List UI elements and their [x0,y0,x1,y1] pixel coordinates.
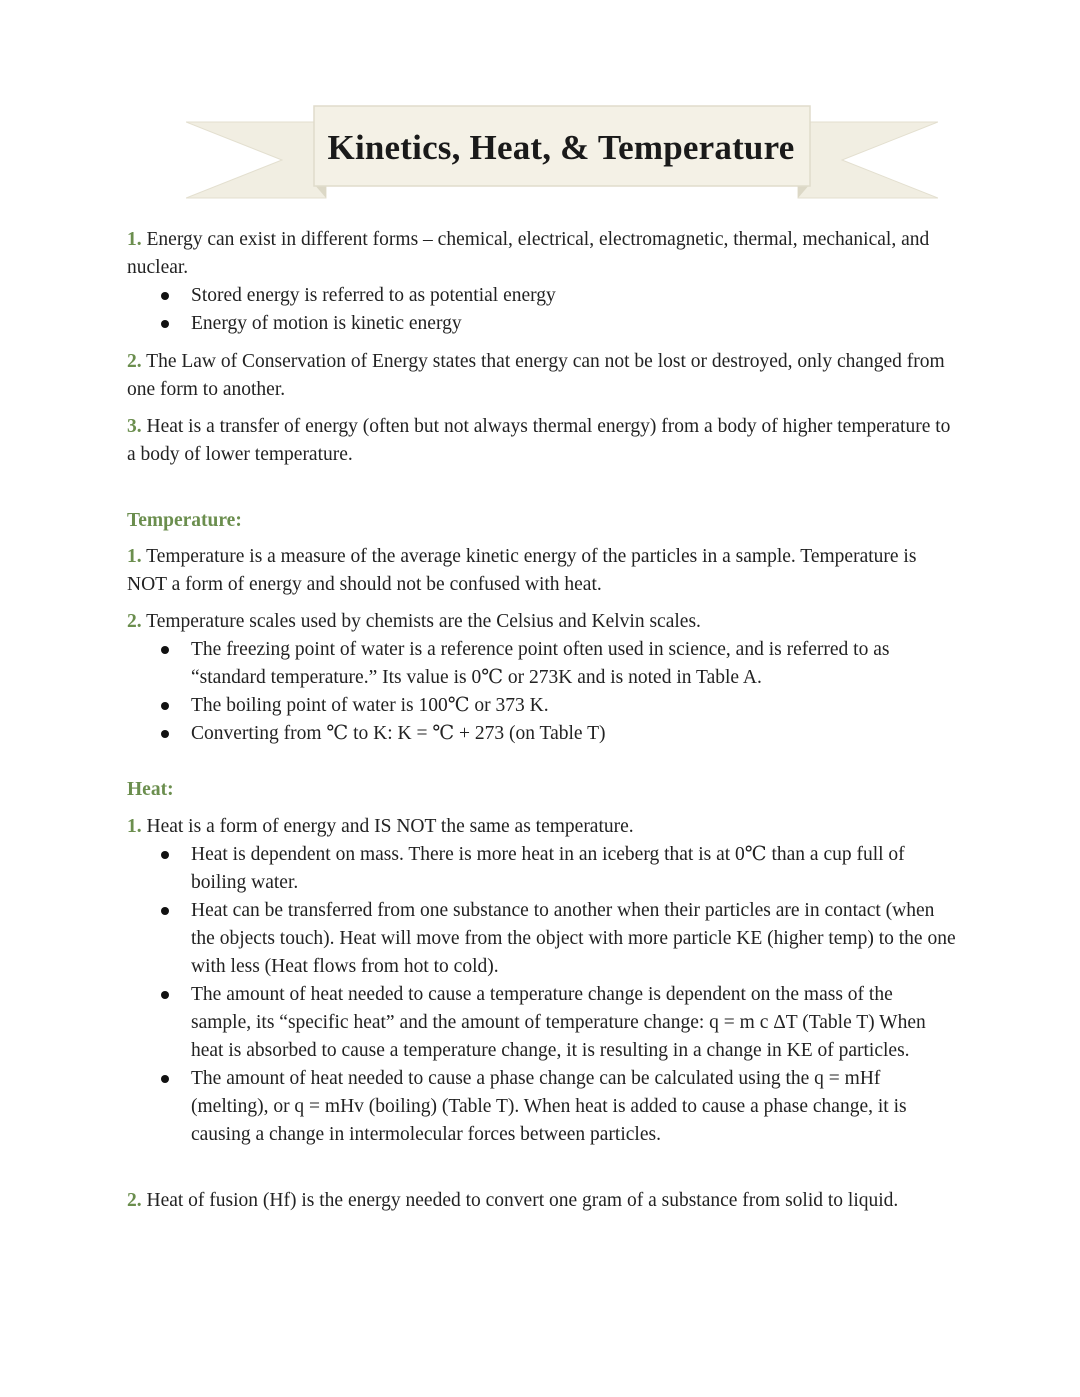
paragraph-number: 2. [127,611,142,632]
paragraph-text: Temperature scales used by chemists are the Celsius and Kelvin scales. [146,611,701,632]
paragraph-number: 1. [127,816,142,837]
paragraph-text: The Law of Conservation of Energy states that energy can not be lost or destroyed, only changed from one form to another. [127,351,945,400]
intro-bullet-list [127,282,957,338]
paragraph-text: Energy can exist in different forms – chemical, electrical, electromagnetic, thermal, mechanical, and nuclear. [127,229,930,278]
list-item: The amount of heat needed to cause a phase change can be calculated using the q = mHf (melting), or q = mHv (boiling) (Table T). When heat is added to cause a phase change, it is causing a change in intermolecular forces between particles. [127,1065,957,1149]
list-item: Stored energy is referred to as potential energy [127,282,957,310]
paragraph-number: 3. [127,416,142,437]
section-heading-heat: Heat: [127,779,174,800]
heat-bullet-list [127,841,957,1149]
bullet-icon [161,320,169,328]
bullet-icon [161,991,169,999]
intro-paragraph-2 [127,348,957,404]
list-item: The amount of heat needed to cause a temperature change is dependent on the mass of the sample, its “specific heat” and the amount of temperature change: q = m c ΔT (Table T) When heat is absorbed to cause a temperature change, it is resulting in a change in KE of particles. [127,981,957,1065]
paragraph-text: Heat is a transfer of energy (often but not always thermal energy) from a body of higher temperature to a body of lower temperature. [127,416,951,465]
heat-paragraph-1 [127,813,957,841]
intro-paragraph-3 [127,413,957,469]
page-title: Kinetics, Heat, & Temperature [327,128,795,167]
list-item: Energy of motion is kinetic energy [127,310,957,338]
list-item: The freezing point of water is a reference point often used in science, and is referred to as “standard temperature.” Its value is 0℃ or 273K and is noted in Table A. [127,636,957,692]
heat-paragraph-2 [127,1187,957,1215]
bullet-icon [161,1075,169,1083]
intro-paragraph-1 [127,226,957,282]
bullet-icon [161,730,169,738]
bullet-icon [161,907,169,915]
paragraph-number: 2. [127,351,142,372]
paragraph-number: 1. [127,546,142,567]
temperature-bullet-list [127,636,957,748]
bullet-icon [161,646,169,654]
list-item: Heat can be transferred from one substance to another when their particles are in contact (when the objects touch). Heat will move from the object with more particle KE (higher temp) to the one with less (Heat flows from hot to cold). [127,897,957,981]
temperature-paragraph-1 [127,543,957,599]
bullet-icon [161,702,169,710]
paragraph-text: Temperature is a measure of the average kinetic energy of the particles in a sample. Temperature is NOT a form of energy and should not be confused with heat. [127,546,917,595]
paragraph-text: Heat of fusion (Hf) is the energy needed to convert one gram of a substance from solid to liquid. [146,1190,899,1211]
temperature-paragraph-2 [127,608,957,636]
section-heading-temperature: Temperature: [127,510,242,531]
bullet-icon [161,292,169,300]
list-item: Heat is dependent on mass. There is more heat in an iceberg that is at 0℃ than a cup full of boiling water. [127,841,957,897]
paragraph-number: 1. [127,229,142,250]
paragraph-text: Heat is a form of energy and IS NOT the same as temperature. [146,816,634,837]
paragraph-number: 2. [127,1190,142,1211]
list-item: Converting from ℃ to K: K = ℃ + 273 (on Table T) [127,720,957,748]
bullet-icon [161,851,169,859]
list-item: The boiling point of water is 100℃ or 373 K. [127,692,957,720]
